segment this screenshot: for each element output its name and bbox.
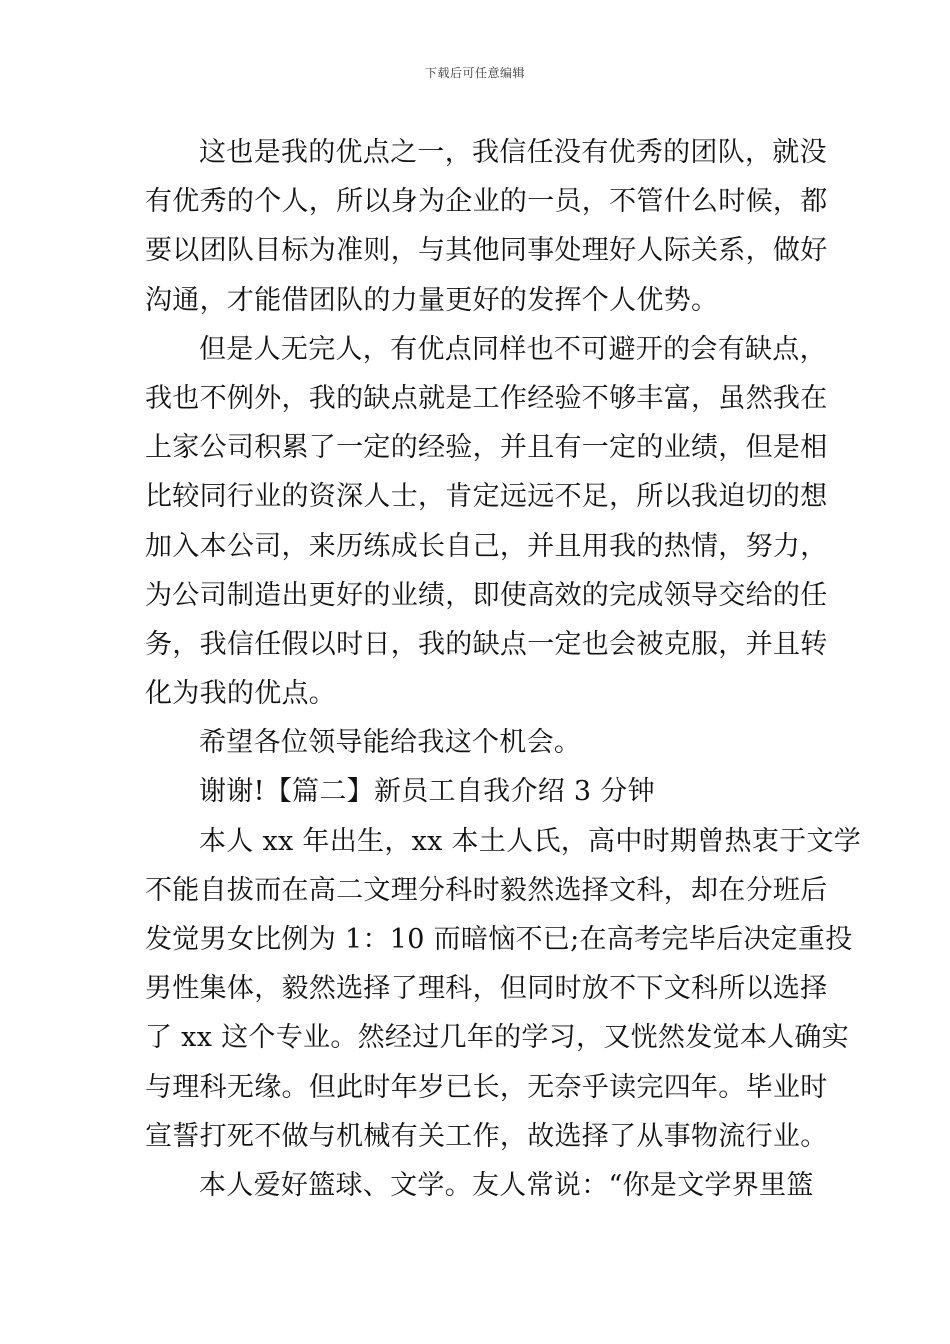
document-body: [145, 128, 862, 1210]
paragraph-4-line-6: 与理科无缘。但此时年岁已长，无奈乎读完四年。毕业时: [145, 1071, 828, 1103]
paragraph-1-line-4: 沟通，才能借团队的力量更好的发挥个人优势。: [145, 284, 719, 316]
paragraph-4-line-2: 不能自拔而在高二文理分科时毅然选择文科，却在分班后: [145, 874, 828, 906]
paragraph-2-line-4: 比较同行业的资深人士，肯定远远不足，所以我迫切的想: [145, 481, 828, 513]
paragraph-4-line-7: 宣誓打死不做与机械有关工作，故选择了从事物流行业。: [145, 1120, 828, 1152]
paragraph-2-line-2: 我也不例外，我的缺点就是工作经验不够丰富，虽然我在: [145, 382, 828, 414]
paragraph-4-line-5: 了 xx 这个专业。然经过几年的学习，又恍然发觉本人确实: [145, 1022, 850, 1054]
page-header-note: 下载后可任意编辑: [424, 66, 525, 80]
paragraph-2-line-6: 为公司制造出更好的业绩，即使高效的完成领导交给的任: [145, 579, 828, 611]
paragraph-4-line-1: 本人 xx 年出生，xx 本土人氏，高中时期曾热衷于文学: [199, 825, 862, 857]
section-heading-line: 谢谢!【篇二】新员工自我介绍 3 分钟: [199, 776, 655, 808]
paragraph-5-line-1: 本人爱好篮球、文学。友人常说：“你是文学界里篮: [199, 1169, 814, 1201]
paragraph-1-line-2: 有优秀的个人，所以身为企业的一员，不管什么时候，都: [145, 186, 828, 218]
paragraph-4-line-4: 男性集体，毅然选择了理科，但同时放不下文科所以选择: [145, 973, 828, 1005]
paragraph-2-line-8: 化为我的优点。: [145, 678, 337, 710]
paragraph-4-line-3: 发觉男女比例为 1：10 而暗恼不已;在高考完毕后决定重投: [145, 924, 853, 955]
paragraph-3-line-1: 希望各位领导能给我这个机会。: [199, 727, 582, 759]
paragraph-2-line-7: 务，我信任假以时日，我的缺点一定也会被克服，并且转: [145, 628, 828, 660]
paragraph-1-line-1: 这也是我的优点之一，我信任没有优秀的团队，就没: [199, 137, 827, 168]
paragraph-1-line-3: 要以团队目标为准则，与其他同事处理好人际关系，做好: [145, 235, 828, 267]
paragraph-2-line-3: 上家公司积累了一定的经验，并且有一定的业绩，但是相: [145, 432, 828, 464]
paragraph-2-line-5: 加入本公司，来历练成长自己，并且用我的热情，努力，: [145, 530, 828, 562]
paragraph-2-line-1: 但是人无完人，有优点同样也不可避开的会有缺点，: [199, 333, 827, 365]
